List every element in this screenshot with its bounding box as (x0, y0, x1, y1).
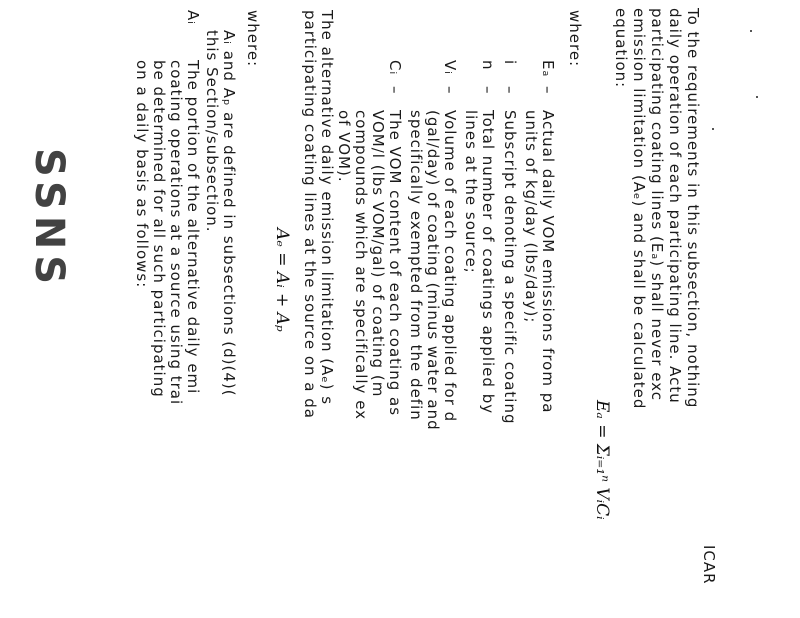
where-label: where: (566, 10, 584, 68)
def-text-i: Subscript denoting a specific coating (501, 110, 519, 425)
intro-line-3: participating coating lines (Eₐ) shall never exc (648, 8, 666, 402)
intro-line-5: equation: (612, 8, 630, 89)
def-cont2-ci: compounds which are specifically ex (352, 110, 370, 421)
ai-line-3: be determined for all such participating (150, 60, 168, 398)
defined-line-2: this Section/subsection. (203, 30, 221, 233)
def-symbol-vi: Vᵢ (441, 60, 459, 75)
def-cont-vi: (gal/day) of coating (minus water and (424, 110, 442, 431)
def-dash-ci: – (386, 86, 404, 95)
second-equation: Aₑ = Aᵢ + Aₚ (272, 228, 292, 332)
main-equation: Eₐ = Σᵢ₌₁ⁿ VᵢCᵢ (592, 400, 612, 520)
ai-line-2: coating operations at a source using trai (167, 60, 185, 406)
def-cont3-ci: of VOM). (335, 110, 353, 183)
def-dash-n: – (479, 86, 497, 95)
scan-speck (712, 128, 714, 130)
def-symbol-n: n (479, 60, 497, 71)
stamp-logo: SSNS (26, 148, 72, 291)
ai-symbol: Aᵢ (184, 10, 202, 25)
def-text-vi: Volume of each coating applied for d (441, 110, 459, 423)
def-dash-i: – (501, 86, 519, 95)
def-symbol-i: i (501, 60, 519, 66)
def-cont-ci: VOM/l (lbs VOM/gal) of coating (m (369, 110, 387, 398)
scan-speck (750, 30, 752, 32)
defined-line-1: Aᵢ and Aₚ are defined in subsections (d)(4)( (220, 30, 238, 397)
def-cont2-vi: specifically exempted from the defin (407, 110, 425, 421)
ai-line-4: on a daily basis as follows: (133, 60, 151, 289)
intro-line-2: daily operation of each participating line. Actu (666, 8, 684, 404)
def-text-ci: The VOM content of each coating as (386, 110, 404, 417)
def-dash-vi: – (441, 86, 459, 95)
ai-line-1: The portion of the alternative daily emi (184, 60, 202, 395)
alt-line-1: The alternative daily emission limitation (Aₑ) s (318, 10, 336, 406)
intro-line-4: emission limitation (Aₑ) and shall be calculated (630, 8, 648, 410)
def-text-ea: Actual daily VOM emissions from pa (539, 110, 557, 414)
def-cont-n: lines at the source; (462, 110, 480, 274)
scan-speck (756, 96, 758, 98)
def-symbol-ci: Cᵢ (386, 60, 404, 76)
alt-line-2: participating coating lines at the source on a da (301, 10, 319, 419)
where2-label: where: (244, 10, 262, 68)
header-code: ICAR (700, 545, 718, 585)
def-symbol-ea: Eₐ (539, 60, 557, 78)
def-dash-ea: – (539, 86, 557, 95)
def-cont-ea: units of kg/day (lbs/day); (522, 110, 540, 324)
def-text-n: Total number of coatings applied by (479, 110, 497, 415)
intro-line-1: To the requirements in this subsection, nothing (684, 8, 702, 409)
